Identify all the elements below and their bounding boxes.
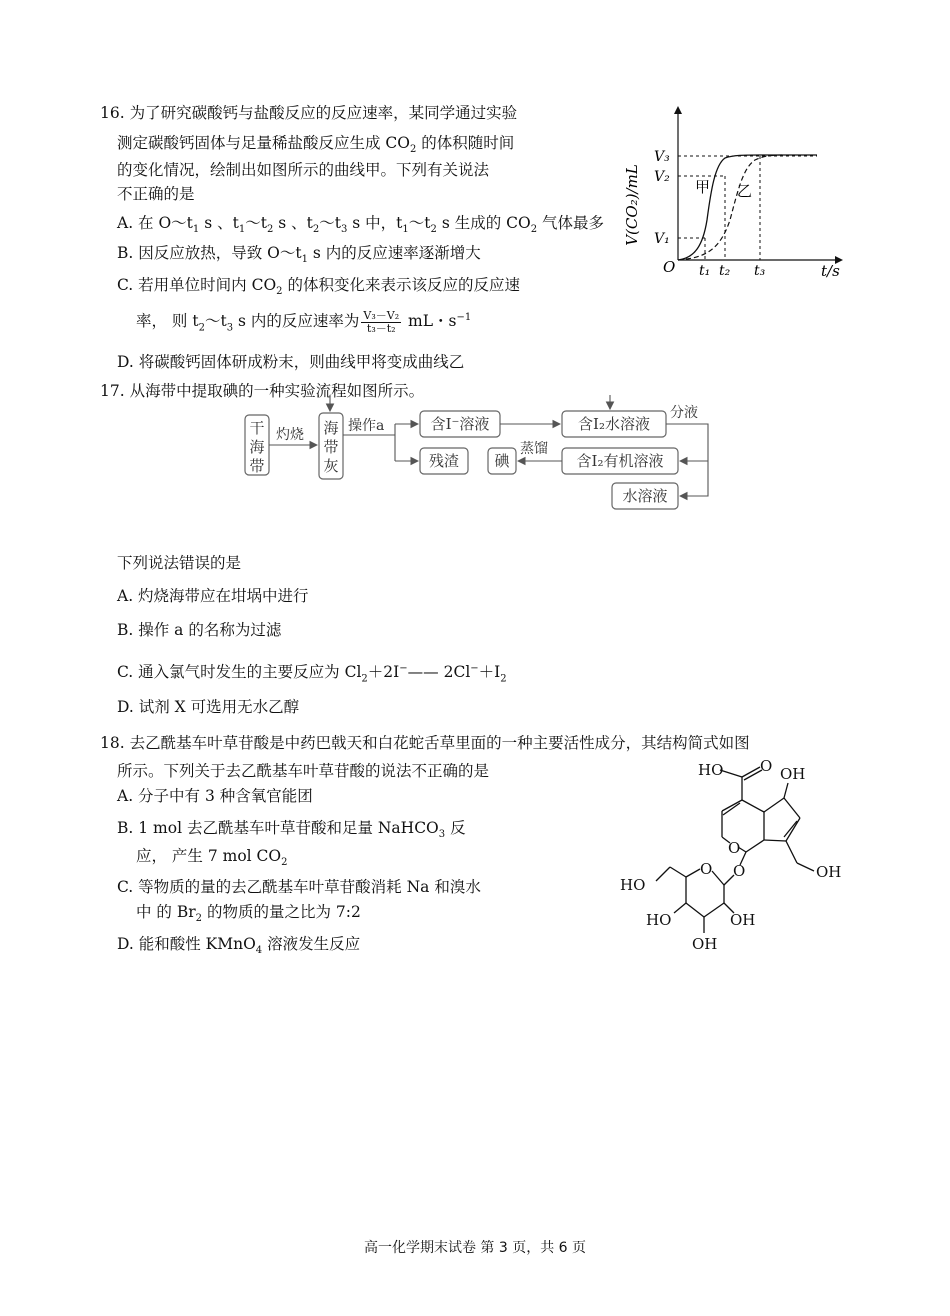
molecule-oh-ch2: OH	[816, 863, 842, 881]
q17-stem: 17. 从海带中提取碘的一种实验流程如图所示。	[100, 382, 425, 400]
q16-stem-line3: 的变化情况，绘制出如图所示的曲线甲。下列有关说法	[117, 161, 490, 179]
graph-v3-label: V₃	[654, 149, 670, 165]
q18-option-b-line1: B. 1 mol 去乙酰基车叶草苷酸和足量 NaHCO$_3$ 反	[117, 819, 466, 841]
flow-operation-a-label: 操作a	[348, 418, 385, 434]
flow-iodide-solution-label: 含I⁻溶液	[430, 415, 490, 433]
graph-t1-label: t₁	[699, 263, 711, 279]
q17-lead: 下列说法错误的是	[117, 554, 242, 572]
page-footer: 高一化学期末试卷 第 3 页，共 6 页	[363, 1240, 587, 1256]
molecule-structure	[612, 755, 852, 960]
graph-y-axis-label: V(CO₂)/mL	[623, 164, 641, 246]
flow-burn-label: 灼烧	[276, 427, 304, 443]
co2-volume-graph	[625, 100, 850, 280]
q17-option-b: B. 操作 a 的名称为过滤	[117, 621, 282, 639]
iodine-extraction-flowchart	[240, 395, 720, 515]
molecule-ho-bottom-left: HO	[646, 911, 672, 929]
molecule-hooc-ho: HO	[698, 761, 724, 779]
q18-option-c-line2: 中 的 $Br_2$ 的物质的量之比为 7:2	[136, 903, 361, 925]
graph-t2-label: t₂	[719, 263, 731, 279]
flow-dry-kelp-label: 干海带	[249, 419, 265, 475]
molecule-oh-top: OH	[780, 765, 806, 783]
q16-stem-line4: 不正确的是	[117, 185, 195, 203]
flow-iodine-organic-label: 含I₂有机溶液	[576, 452, 664, 470]
q16-stem-line1: 16. 为了研究碳酸钙与盐酸反应的反应速率，某同学通过实验	[100, 104, 518, 122]
graph-t3-label: t₃	[754, 263, 766, 279]
graph-origin-label: O	[663, 258, 676, 276]
q17-option-a: A. 灼烧海带应在坩埚中进行	[117, 587, 309, 605]
q16-option-a: A. 在 $O\sim t_1$ s 、$t_1\sim t_2$ s 、$t_2\sim t_3$ s 中，$t_1\sim t_2$ s 生成的 $CO_2$ 气体最多	[117, 214, 605, 236]
flow-separate-label: 分液	[670, 405, 698, 421]
molecule-ring-o: O	[728, 839, 741, 857]
q18-option-a: A. 分子中有 3 种含氧官能团	[117, 787, 313, 805]
q17-option-d: D. 试剂 X 可选用无水乙醇	[117, 698, 300, 716]
rate-fraction: $\frac{\text{V₃－V₂}}{\text{t₃－t₂}}$	[363, 308, 400, 335]
curve-jia-label: 甲	[695, 178, 711, 196]
graph-v2-label: V₂	[654, 169, 670, 185]
flow-kelp-ash-label: 海带灰	[323, 419, 339, 475]
molecule-ho-left: HO	[620, 876, 646, 894]
q16-option-b: B. 因反应放热，导致 $O\sim t_1$ s 内的反应速率逐渐增大	[117, 244, 481, 266]
graph-v1-label: V₁	[654, 231, 670, 247]
flow-aqueous-label: 水溶液	[622, 487, 668, 505]
flow-iodine-label: 碘	[494, 452, 510, 470]
flow-residue-label: 残渣	[428, 452, 460, 470]
molecule-link-o: O	[733, 862, 746, 880]
q18-stem-line1: 18. 去乙酰基车叶草苷酸是中药巴戟天和白花蛇舌草里面的一种主要活性成分，其结构简式如图	[100, 734, 750, 752]
q18-stem-line2: 所示。下列关于去乙酰基车叶草苷酸的说法不正确的是	[117, 762, 490, 780]
flow-distill-label: 蒸馏	[520, 441, 548, 457]
q16-option-d: D. 将碳酸钙固体研成粉末，则曲线甲将变成曲线乙	[117, 353, 465, 371]
q18-option-d: D. 能和酸性 KMnO$_4$ 溶液发生反应	[117, 935, 361, 957]
molecule-carbonyl-o: O	[760, 757, 773, 775]
q16-option-c-line1: C. 若用单位时间内 $CO_2$ 的体积变化来表示该反应的反应速	[117, 276, 520, 298]
q18-option-b-line2: 应， 产生 7 mol $CO_2$	[136, 847, 288, 869]
q18-option-c-line1: C. 等物质的量的去乙酰基车叶草苷酸消耗 Na 和溴水	[117, 878, 481, 896]
q16-stem-line2: 测定碳酸钙固体与足量稀盐酸反应生成 $CO_2$ 的体积随时间	[117, 134, 515, 156]
q17-option-c: C. 通入氯气时发生的主要反应为 $Cl_2+2I^-——$ $2Cl^-+I_2$	[117, 663, 507, 685]
flow-iodine-water-label: 含I₂水溶液	[578, 415, 650, 433]
q16-option-c-line2: 率， 则 $t_2\sim t_3$ s 内的反应速率为 $\frac{\text{V₃－V₂}}{\text{t₃－t₂}}$ mL・$s^{-1}$	[136, 308, 472, 335]
molecule-sugar-o: O	[700, 860, 713, 878]
graph-x-axis-label: t/s	[821, 262, 840, 280]
curve-yi-label: 乙	[737, 182, 753, 200]
molecule-oh-bottom: OH	[692, 935, 718, 953]
molecule-oh-bottom-right: OH	[730, 911, 756, 929]
